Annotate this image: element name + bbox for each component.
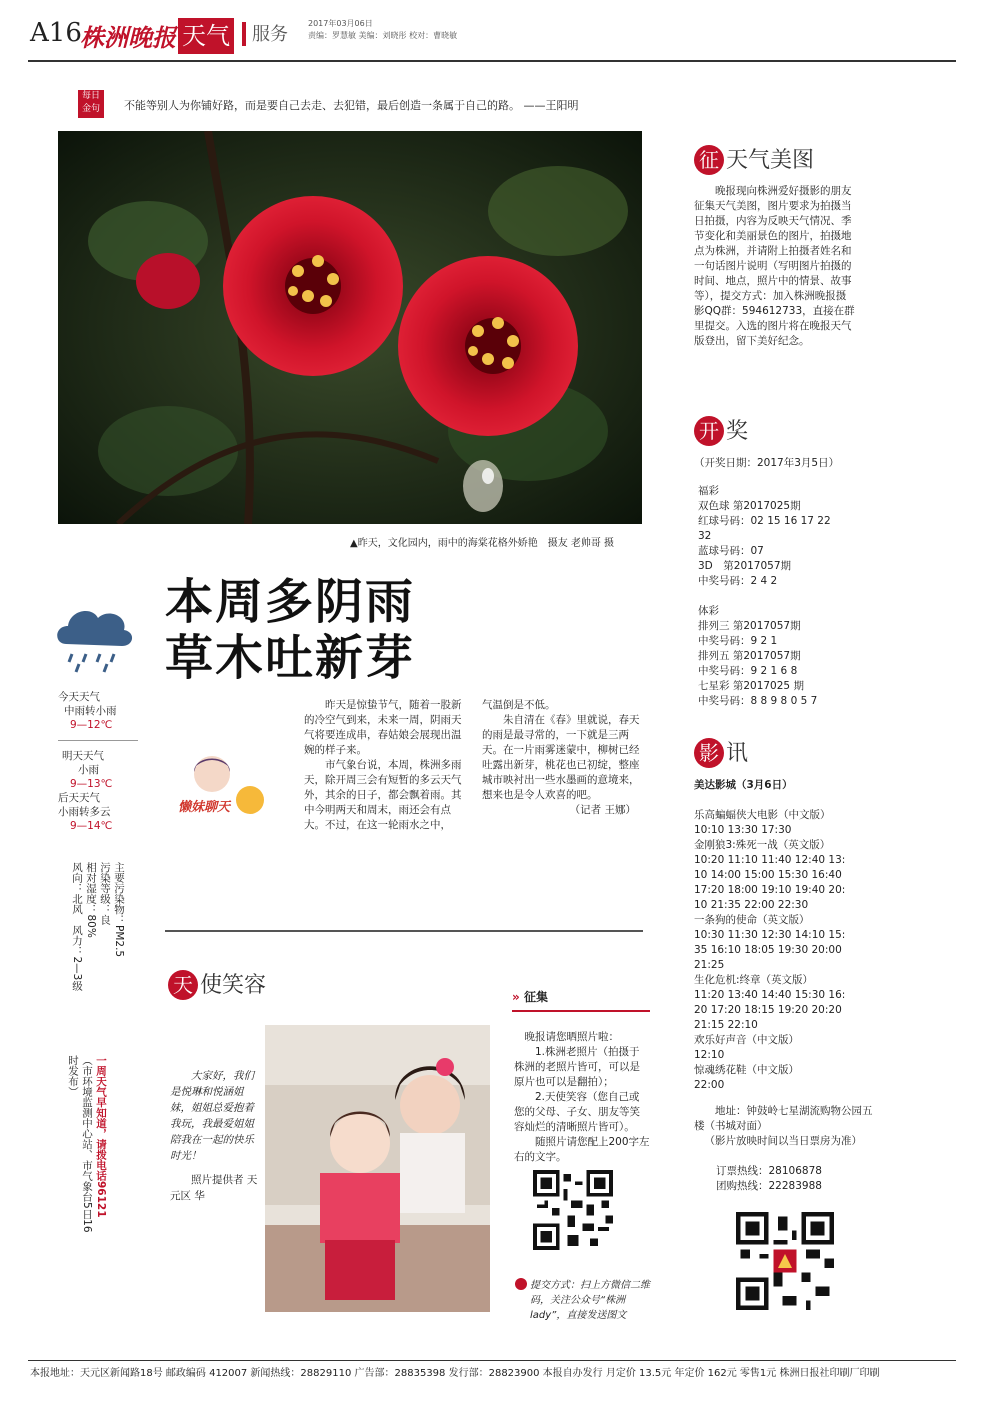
solicit-item: 1.株洲老照片（拍摄于株洲的老照片皆可，可以是原片也可以是翻拍）； (514, 1046, 640, 1088)
cinema-schedule (694, 808, 866, 1093)
newspaper-name: 株洲晚报 (80, 23, 176, 52)
wind: 风向：北风 风力：2—3级 (71, 862, 83, 991)
chevron-right-icon: » (512, 990, 520, 1004)
cinema-note: （影片放映时间以当日票房为准） (704, 1135, 862, 1147)
subsection-title: 服务 (252, 24, 288, 45)
lottery-line: 体彩 (698, 605, 719, 617)
begonia-flowers-image (58, 131, 642, 524)
pollutant: 主要污染物：PM2.5 (113, 862, 125, 958)
today-condition: 中雨转小雨 (64, 705, 117, 717)
chat-badge: 懒妹聊天 (178, 800, 231, 815)
daily-quote-text: 不能等别人为你铺好路，而是要自己去走、去犯错，最后创造一条属于自己的路。 ——王阳明 (124, 99, 579, 112)
cinema-line: 11:20 13:40 14:40 15:30 16: (694, 989, 846, 1001)
lottery-line: 中奖号码：8 8 9 8 0 5 7 (698, 695, 818, 707)
headline (165, 574, 415, 686)
cinema-line: 一条狗的使命（英文版） (694, 914, 810, 926)
lottery-line: 福彩 (698, 485, 719, 497)
cinema-line: 10:10 13:30 17:30 (694, 824, 792, 836)
forecast-source-block (66, 1055, 108, 1235)
booking-hotline: 订票热线：28106878 (716, 1165, 822, 1177)
article-column-1 (304, 698, 464, 833)
lottery-line (698, 589, 868, 604)
section-badge: 天气 (178, 18, 234, 54)
columnist-avatar (168, 752, 270, 824)
tomorrow-condition: 小雨 (78, 764, 99, 776)
article-paragraph: 气温倒是不低。 (482, 699, 556, 711)
pollution-level: 污染等级：良 (99, 862, 111, 925)
wechat-qr-code[interactable] (533, 1170, 613, 1250)
lottery-title (694, 414, 748, 446)
cinema-line: 17:20 18:00 19:10 19:40 20: (694, 884, 846, 896)
angel-title-text: 使笑容 (200, 973, 267, 998)
solicit-submit: 提交方式：扫上方微信二维码，关注公众号“株洲lady”，直接发送图文 (530, 1280, 650, 1321)
cinema-line: 10 21:35 22:00 22:30 (694, 899, 809, 911)
solicit-intro: 晚报请您晒照片啦： (524, 1031, 619, 1043)
humidity: 相对湿度：80% (85, 862, 97, 938)
angel-smile-title (168, 968, 266, 1000)
solicit-rule (512, 1010, 650, 1012)
photo-contest-text: 晚报现向株洲爱好摄影的朋友征集天气美图，图片要求为拍摄当日拍摄，内容为反映天气情况、季节变化和美丽景色的图片，拍摄地点为株洲，并请附上拍摄者姓名和一句话图片说明（写明图片拍摄的时间、地点，照片中的情景、故事等），提交方式：加入株洲晚报摄影QQ群：594612733，直接在群里提交。入选的图片将在晚报天气版登出，留下美好纪念。 (694, 185, 855, 347)
after-temp: 9—14℃ (70, 820, 113, 832)
tomorrow-temp: 9—13℃ (70, 778, 113, 790)
angel-message: 大家好，我们是悦琳和悦涵姐妹，姐姐总爱抱着我玩，我最爱姐姐陪我在一起的快乐时光！ (170, 1070, 254, 1162)
footer-rule (28, 1360, 956, 1361)
lottery-line: 中奖号码：9 2 1 (698, 635, 778, 647)
lottery-line: 32 (698, 530, 712, 542)
solicit-title: 征集 (523, 990, 548, 1004)
cinema-title-text: 讯 (726, 741, 749, 766)
cinema-line: 金刚狼3:殊死一战（英文版） (694, 839, 831, 851)
contest-badge: 征 (694, 145, 724, 175)
cinema-line: 乐高蝙蝠侠大电影（中文版） (694, 809, 831, 821)
solicit-header (512, 988, 548, 1005)
cinema-line: 10:20 11:10 11:40 12:40 13: (694, 854, 846, 866)
photo-caption: ▲昨天，文化园内，雨中的海棠花格外娇艳 摄友 老帅哥 摄 (350, 538, 615, 549)
cinema-line: 20 17:20 18:15 19:20 20:20 (694, 1004, 842, 1016)
lottery-results (698, 484, 868, 709)
solicit-item: 2.天使笑容（您自己或您的父母、子女、朋友等笑容灿烂的清晰照片皆可）。 (514, 1091, 640, 1133)
article-byline: （记者 王娜） (569, 804, 636, 816)
article-column-2 (482, 698, 642, 818)
section-rule (165, 930, 643, 932)
weather-hotline: 一周天气早知道，请拨电话96121 (95, 1055, 107, 1218)
cinema-line: 惊魂绣花鞋（中文版） (694, 1064, 799, 1076)
headline-line-2: 草木吐新芽 (165, 630, 416, 686)
cinema-line: 10:30 11:30 12:30 14:10 15: (694, 929, 846, 941)
cinema-badge: 影 (694, 738, 724, 768)
lottery-line: 中奖号码：9 2 1 6 8 (698, 665, 798, 677)
footer-info: 本报地址：天元区新闻路18号 邮政编码 412007 新闻热线：28829110 广告部：28835398 发行部：28823900 本报自办发行 月定价 13.5元 年定价 162元 零售1元 株洲日报社印刷厂印刷 (30, 1368, 880, 1379)
headline-line-1: 本周多阴雨 (165, 574, 416, 630)
cinema-line: 生化危机:终章（英文版） (694, 974, 814, 986)
cinema-line: 21:25 (694, 959, 725, 971)
today-temp: 9—12℃ (70, 719, 113, 731)
cinema-line: 欢乐好声音（中文版） (694, 1034, 799, 1046)
lottery-line: 中奖号码：2 4 2 (698, 575, 778, 587)
submit-bullet-icon (514, 1276, 528, 1295)
cinema-line: 22:00 (694, 1079, 725, 1091)
tomorrow-label: 明天天气 (62, 750, 104, 762)
lottery-date: （开奖日期：2017年3月5日） (694, 457, 840, 469)
after-label: 后天天气 (58, 792, 100, 804)
photo-contest-title (694, 143, 814, 175)
article-paragraph: 市气象台说，本周，株洲多雨天，除开周三会有短暂的多云天气外，其余的日子，都会飘着雨。其中今明两天和周末，雨还会有点大。不过，在这一轮雨水之中， (304, 759, 462, 831)
rain-cloud-icon (52, 596, 138, 680)
article-paragraph: 朱自清在《春》里就说，春天的雨是最寻常的，一下就是三两天。在一片雨雾迷蒙中，柳树已经吐露出新芽，桃花也已初绽，整座城市映衬出一些水墨画的意境来，想来也是令人欢喜的吧。 (482, 714, 640, 801)
lottery-line: 七星彩 第2017025 期 (698, 680, 804, 692)
cinema-address: 地址：钟鼓岭七星湖流购物公园五楼（书城对面） (694, 1105, 873, 1132)
solicit-item: 随照片请您配上200字左右的文字。 (514, 1136, 650, 1163)
lottery-badge: 开 (694, 416, 724, 446)
contest-title-text: 天气美图 (726, 148, 815, 173)
angel-badge: 天 (168, 970, 198, 1000)
air-quality-info (70, 862, 126, 1042)
daily-quote-badge: 每日金句 (78, 90, 104, 118)
cinema-line: 12:10 (694, 1049, 725, 1061)
angel-credit: 照片提供者 天元区 华 (170, 1174, 258, 1202)
solicit-body (514, 1030, 650, 1165)
forecast-source: （市环境监测中心站、市气象台5日16时发布） (67, 1055, 93, 1233)
cinema-line: 21:15 22:10 (694, 1019, 758, 1031)
lottery-line: 红球号码：02 15 16 17 22 (698, 515, 831, 527)
cinema-line: 35 16:10 18:05 19:30 20:00 (694, 944, 842, 956)
cinema-title (694, 736, 748, 768)
editor-credits: 责编：罗慧敏 美编：刘晓彤 校对：曹晓敏 (308, 31, 458, 40)
flower-photo (58, 131, 642, 524)
issue-date: 2017年03月06日 (308, 19, 373, 28)
children-photo (265, 1025, 490, 1312)
page-number: A16 (30, 18, 82, 48)
article-paragraph: 昨天是惊蛰节气，随着一股新的冷空气到来，未来一周，阴雨天气将要连成串，春姑娘会展现出温婉的样子来。 (304, 699, 462, 756)
today-label: 今天天气 (58, 691, 100, 703)
header-divider (242, 22, 246, 46)
lottery-line: 排列三 第2017057期 (698, 620, 801, 632)
lottery-line: 蓝球号码：07 (698, 545, 764, 557)
cinema-qr-code[interactable] (736, 1212, 834, 1310)
divider (58, 740, 138, 741)
cinema-line: 10 14:00 15:00 15:30 16:40 (694, 869, 842, 881)
weather-forecast (58, 690, 138, 833)
lottery-line: 排列五 第2017057期 (698, 650, 801, 662)
group-hotline: 团购热线：22283988 (716, 1180, 822, 1192)
cinema-name: 美达影城（3月6日） (694, 779, 793, 791)
header-rule (28, 60, 956, 62)
lottery-line: 3D 第2017057期 (698, 560, 792, 572)
lottery-title-text: 奖 (726, 419, 749, 444)
after-condition: 小雨转多云 (58, 806, 111, 818)
header-meta (308, 18, 457, 42)
lottery-line: 双色球 第2017025期 (698, 500, 801, 512)
